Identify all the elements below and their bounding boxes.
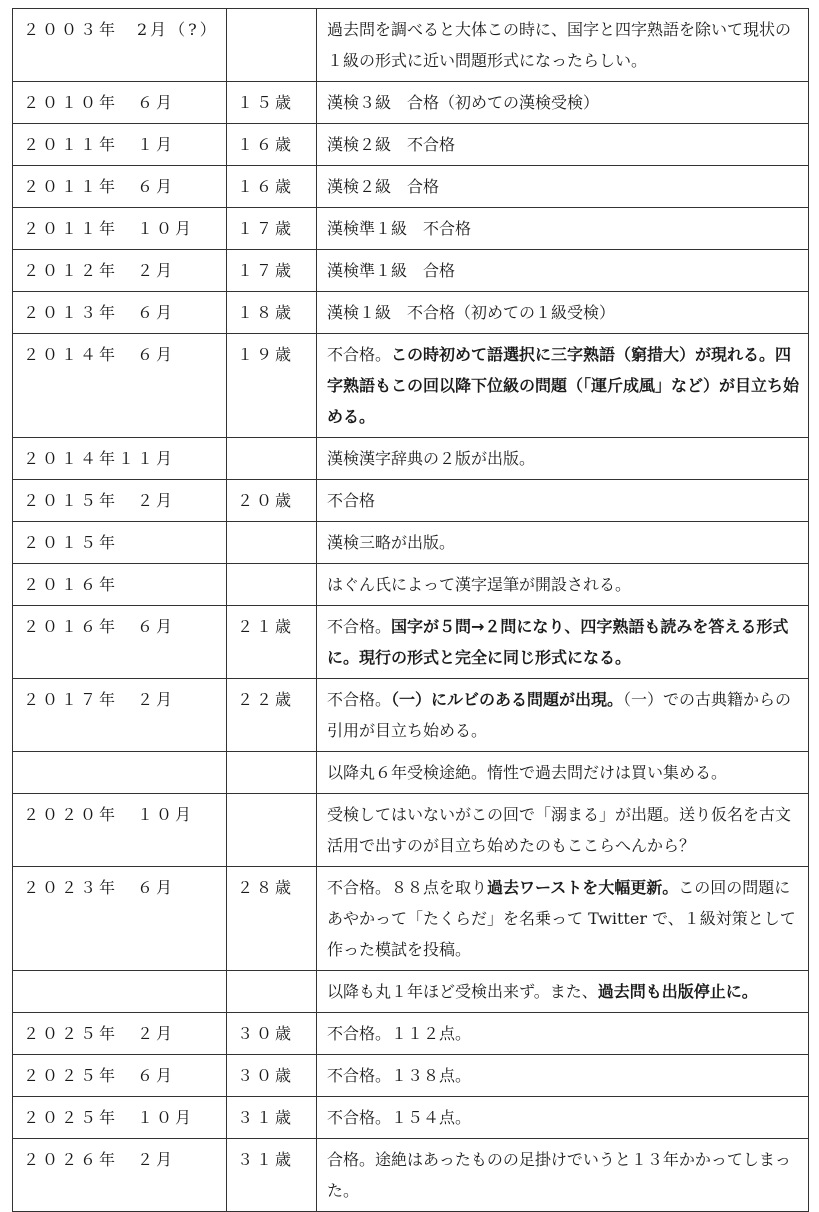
- emphasis-text: 過去ワーストを大幅更新。: [487, 878, 679, 897]
- date-cell: ２０１１年 ６月: [13, 166, 227, 208]
- event-text: 漢検準１級 合格: [327, 261, 456, 280]
- age-cell: [227, 9, 317, 82]
- table-row: [13, 9, 809, 82]
- event-text: （一）での古典籍からの引用が目立ち始める。: [327, 690, 792, 740]
- event-text: 不合格。: [327, 690, 392, 709]
- table-row: [13, 1013, 809, 1055]
- date-cell: ２０１１年 １月: [13, 124, 227, 166]
- event-cell: [317, 1055, 809, 1097]
- event-cell: [317, 124, 809, 166]
- age-cell: １７歳: [227, 208, 317, 250]
- date-cell: ２０１０年 ６月: [13, 82, 227, 124]
- event-cell: [317, 794, 809, 867]
- table-body: [13, 9, 809, 1212]
- event-text: 過去問を調べると大体この時に、国字と四字熟語を除いて現状の１級の形式に近い問題形式になったらしい。: [327, 20, 792, 70]
- event-text: 不合格。: [327, 617, 392, 636]
- event-text: 合格。途絶はあったものの足掛けでいうと１３年かかってしまった。: [327, 1150, 791, 1200]
- event-text: 漢検３級 合格（初めての漢検受検）: [327, 93, 600, 112]
- event-text: 以降丸６年受検途絶。惰性で過去問だけは買い集める。: [327, 763, 728, 782]
- table-row: [13, 334, 809, 438]
- age-cell: １８歳: [227, 292, 317, 334]
- event-cell: [317, 166, 809, 208]
- date-cell: ２０１６年 ６月: [13, 606, 227, 679]
- event-cell: [317, 480, 809, 522]
- emphasis-text: 過去問も出版停止に。: [597, 982, 758, 1001]
- date-cell: ２０２６年 ２月: [13, 1139, 227, 1212]
- age-cell: [227, 564, 317, 606]
- table-row: [13, 752, 809, 794]
- event-text: 漢検三略が出版。: [327, 533, 456, 552]
- event-text: 不合格。: [327, 345, 392, 364]
- event-cell: [317, 752, 809, 794]
- event-cell: [317, 1097, 809, 1139]
- event-cell: [317, 522, 809, 564]
- age-cell: ２８歳: [227, 867, 317, 971]
- age-cell: [227, 752, 317, 794]
- date-cell: ２０２３年 ６月: [13, 867, 227, 971]
- event-text: 以降も丸１年ほど受検出来ず。また、: [327, 982, 598, 1001]
- table-row: [13, 1139, 809, 1212]
- table-row: [13, 166, 809, 208]
- event-cell: [317, 971, 809, 1013]
- age-cell: １５歳: [227, 82, 317, 124]
- age-cell: ２２歳: [227, 679, 317, 752]
- event-text: 漢検２級 不合格: [327, 135, 456, 154]
- event-text: 不合格: [327, 491, 376, 510]
- event-text: 不合格。１３８点。: [327, 1066, 472, 1085]
- table-row: [13, 208, 809, 250]
- event-text: 漢検準１級 不合格: [327, 219, 472, 238]
- date-cell: ２０２０年 １０月: [13, 794, 227, 867]
- event-cell: [317, 438, 809, 480]
- event-text: この回の問題にあやかって「たくらだ」を名乗って Twitter で、１級対策として作った模試を投稿。: [327, 878, 796, 959]
- table-row: [13, 292, 809, 334]
- age-cell: ３０歳: [227, 1013, 317, 1055]
- event-cell: [317, 334, 809, 438]
- date-cell: ２０１４年１１月: [13, 438, 227, 480]
- table-row: [13, 480, 809, 522]
- table-row: [13, 1055, 809, 1097]
- event-text: 不合格。１１２点。: [327, 1024, 472, 1043]
- table-row: [13, 679, 809, 752]
- event-text: はぐん氏によって漢字逞筆が開設される。: [327, 575, 632, 594]
- date-cell: [13, 971, 227, 1013]
- emphasis-text: この時初めて語選択に三字熟語（窮措大）が現れる。四字熟語もこの回以降下位級の問題（「運斤成風」など）が目立ち始める。: [327, 345, 800, 426]
- age-cell: １９歳: [227, 334, 317, 438]
- table-row: [13, 82, 809, 124]
- date-cell: ２０１４年 ６月: [13, 334, 227, 438]
- emphasis-text: （一）にルビのある問題が出現。: [391, 690, 624, 709]
- date-cell: ２０１７年 ２月: [13, 679, 227, 752]
- event-text: 漢検２級 合格: [327, 177, 440, 196]
- date-cell: ２０２５年 ６月: [13, 1055, 227, 1097]
- event-cell: [317, 564, 809, 606]
- table-row: [13, 794, 809, 867]
- date-cell: [13, 752, 227, 794]
- event-cell: [317, 82, 809, 124]
- date-cell: ２０１６年: [13, 564, 227, 606]
- table-row: [13, 1097, 809, 1139]
- age-cell: [227, 971, 317, 1013]
- event-cell: [317, 1013, 809, 1055]
- event-text: 受検してはいないがこの回で「溺まる」が出題。送り仮名を古文活用で出すのが目立ち始めたのもここらへんから？: [327, 805, 792, 855]
- age-cell: [227, 522, 317, 564]
- date-cell: ２０１５年 ２月: [13, 480, 227, 522]
- age-cell: ２１歳: [227, 606, 317, 679]
- event-cell: [317, 1139, 809, 1212]
- table-row: [13, 867, 809, 971]
- event-cell: [317, 9, 809, 82]
- age-cell: ３１歳: [227, 1097, 317, 1139]
- table-row: [13, 971, 809, 1013]
- date-cell: ２０１２年 ２月: [13, 250, 227, 292]
- date-cell: ２０１１年 １０月: [13, 208, 227, 250]
- table-row: [13, 438, 809, 480]
- age-cell: [227, 794, 317, 867]
- date-cell: ２０２５年 １０月: [13, 1097, 227, 1139]
- event-cell: [317, 208, 809, 250]
- table-row: [13, 522, 809, 564]
- table-row: [13, 606, 809, 679]
- event-text: 不合格。１５４点。: [327, 1108, 472, 1127]
- event-cell: [317, 679, 809, 752]
- event-text: 漢検漢字辞典の２版が出版。: [327, 449, 536, 468]
- event-cell: [317, 606, 809, 679]
- date-cell: ２００３年 2月（?）: [13, 9, 227, 82]
- age-cell: [227, 438, 317, 480]
- date-cell: ２０２５年 ２月: [13, 1013, 227, 1055]
- age-cell: ３１歳: [227, 1139, 317, 1212]
- emphasis-text: 国字が５問→２問になり、四字熟語も読みを答える形式に。現行の形式と完全に同じ形式になる。: [327, 617, 789, 667]
- table-row: [13, 124, 809, 166]
- event-cell: [317, 250, 809, 292]
- event-text: 不合格。８８点を取り: [327, 878, 488, 897]
- age-cell: １７歳: [227, 250, 317, 292]
- date-cell: ２０１５年: [13, 522, 227, 564]
- age-cell: ２０歳: [227, 480, 317, 522]
- event-text: 漢検１級 不合格（初めての１級受検）: [327, 303, 616, 322]
- age-cell: １６歳: [227, 166, 317, 208]
- table-row: [13, 564, 809, 606]
- age-cell: １６歳: [227, 124, 317, 166]
- table-row: [13, 250, 809, 292]
- event-cell: [317, 292, 809, 334]
- event-cell: [317, 867, 809, 971]
- kanken-history-table: [12, 8, 809, 1212]
- date-cell: ２０１３年 ６月: [13, 292, 227, 334]
- age-cell: ３０歳: [227, 1055, 317, 1097]
